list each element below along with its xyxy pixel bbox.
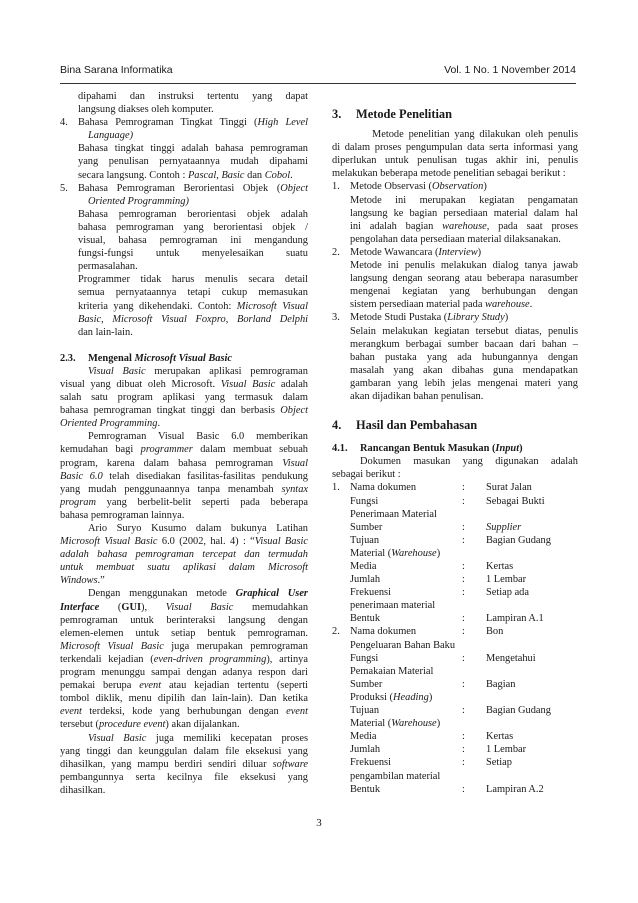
section-title: Hasil dan Pembahasan	[356, 418, 478, 433]
text-line: yang penulisan pernyataannya mudah dipahami	[78, 156, 308, 168]
text-line: fungsi-fungsi untuk menyelesaikan suatu	[78, 248, 308, 260]
list-item-5	[60, 182, 308, 339]
spec-row	[332, 625, 578, 638]
spec-row	[332, 652, 578, 665]
spec-key: Jumlah	[350, 574, 381, 586]
method-observation	[332, 180, 578, 245]
spec-cont: Pemakaian Material	[350, 665, 434, 677]
spec-row	[332, 612, 578, 625]
spec-cont: Material (Warehouse)	[350, 718, 441, 730]
spec-colon: :	[462, 757, 465, 769]
section-2-3-heading	[60, 352, 308, 365]
paragraph-3	[60, 522, 308, 587]
text-line: gambaran yang lebih jelas mengenai materi yang	[350, 377, 578, 389]
text-line: pemrograman untuk berinteraksi langsung dengan	[60, 614, 308, 626]
item-title: Metode Observasi (Observation)	[350, 181, 487, 193]
spec-key: Tujuan	[350, 705, 380, 717]
spec-colon: :	[462, 521, 465, 533]
spec-colon: :	[462, 744, 465, 756]
spec-key: Frekuensi	[350, 757, 391, 769]
document-2-spec	[332, 625, 578, 795]
text-line: diperlukan untuk penulisan tugas akhir ini, penulis	[332, 155, 578, 167]
spec-colon: :	[462, 678, 465, 690]
text-line: Microsoft Visual Basic 6.0 (2002, hal. 4) : “Visual Basic	[60, 536, 308, 548]
spec-key: Fungsi	[350, 495, 379, 507]
spec-value: Sebagai Bukti	[486, 495, 545, 507]
spec-cont: Produksi (Heading)	[350, 691, 433, 703]
section-number: 4.	[332, 418, 342, 433]
section-title: Metode Penelitian	[356, 107, 453, 121]
text-line: permasalahan.	[78, 261, 138, 273]
list-item-4	[60, 116, 308, 181]
text-line: adalah bahasa pemrograman tercepat dan termudah	[60, 549, 308, 561]
text-line: pengolahan data persediaan material dilaksanakan.	[350, 233, 561, 245]
text-line: bahasa pemrograman lainnya.	[60, 509, 185, 521]
text-line: Bahasa tingkat tinggi adalah bahasa pemrograman	[78, 143, 308, 155]
item-title: Metode Studi Pustaka (Library Study)	[350, 312, 509, 324]
text-line: elemen-elemen untuk setiap bentuk pemrograman.	[60, 627, 308, 639]
spec-value: Bon	[486, 626, 504, 638]
text-line: langsung diakses oleh komputer.	[78, 104, 214, 116]
text-line: Windows.”	[60, 575, 105, 587]
spec-value: Kertas	[486, 561, 514, 572]
text-line: akan dijadikan bahan penulisan.	[350, 390, 484, 402]
text-line: Visual Basic merupakan aplikasi pemrograman	[88, 365, 308, 377]
text-line: Metode ini merupakan kegiatan pengamatan	[350, 194, 578, 206]
text-line: Visual Basic juga memiliki kecepatan proses	[88, 732, 308, 744]
method-library-study	[332, 311, 578, 403]
spec-value: Setiap	[486, 757, 512, 769]
text-line: dihasilkan.	[60, 784, 106, 796]
journal-name: Bina Sarana Informatika	[60, 64, 173, 76]
spec-value: Setiap ada	[486, 587, 529, 599]
spec-row	[332, 678, 578, 691]
spec-value: 1 Lembar	[486, 744, 527, 756]
text-line: Dokumen masukan yang digunakan adalah	[360, 456, 578, 468]
spec-row	[332, 481, 578, 494]
spec-key: Frekuensi	[350, 587, 391, 599]
text-line: tombol diklik, menu dipilih dan lain-lain). Dan ketika	[60, 693, 308, 705]
text-line: mengenai kegiatan yang berhubungan dengan	[350, 286, 578, 298]
spec-cont: Penerimaan Material	[350, 508, 437, 520]
text-line: untuk membuat suatu aplikasi dalam Microsoft	[60, 562, 308, 574]
text-line: Interface (GUI), Visual Basic memudahkan	[60, 601, 309, 613]
spec-value: Bagian Gudang	[486, 705, 551, 717]
spec-colon: :	[462, 783, 465, 795]
spec-colon: :	[462, 587, 465, 599]
spec-key: Sumber	[350, 678, 383, 690]
text-line: dihasilkan, yang mampu berdiri sendiri diluar software	[60, 758, 308, 770]
spec-key: Media	[350, 561, 377, 572]
spec-key: Fungsi	[350, 652, 379, 664]
spec-value: Surat Jalan	[486, 482, 532, 494]
spec-colon: :	[462, 731, 465, 743]
text-line: Pemrograman Visual Basic 6.0 memberikan	[88, 431, 308, 443]
paragraph-4	[60, 587, 308, 731]
spec-value: Supplier	[486, 521, 522, 533]
text-line: Microsoft Visual Basic juga merupakan pemrograman	[60, 640, 308, 652]
section-title: Mengenal Microsoft Visual Basic	[88, 352, 233, 364]
item-number: 5.	[60, 182, 68, 194]
section-title: Rancangan Bentuk Masukan (Input)	[360, 443, 523, 455]
spec-row	[332, 534, 578, 547]
spec-colon: :	[462, 561, 465, 572]
spec-value: Mengetahui	[486, 652, 536, 664]
spec-value: Kertas	[486, 731, 514, 743]
spec-value: Lampiran A.2	[486, 783, 544, 795]
text-line: masalah yang akan dibahas guna mendapatkan	[350, 364, 578, 376]
text-line: ini adalah bagian warehouse, pada saat proses	[350, 220, 578, 232]
section-number: 4.1.	[332, 443, 348, 455]
spec-colon: :	[462, 482, 465, 494]
text-line: melakukan beberapa metode penelitian sebagai berikut :	[332, 168, 566, 180]
text-line: sebagai berikut :	[332, 469, 401, 481]
spec-colon: :	[462, 652, 465, 664]
spec-key: Tujuan	[350, 534, 380, 546]
spec-colon: :	[462, 495, 465, 507]
text-line: kriteria yang dikehendaki. Contoh: Microsoft Visual	[78, 300, 308, 312]
text-line: dan lain-lain.	[78, 326, 133, 338]
left-column	[60, 90, 308, 797]
section-4-1-heading	[332, 442, 578, 455]
spec-value: Lampiran A.1	[486, 613, 544, 625]
item-number: 1.	[332, 181, 340, 193]
paragraph-5	[60, 732, 308, 797]
spec-key: Media	[350, 731, 377, 743]
item-title-cont: Language)	[88, 130, 134, 142]
spec-row	[332, 730, 578, 743]
spec-value: Bagian Gudang	[486, 534, 551, 546]
paragraph-2	[60, 430, 308, 522]
text-line: kemudahan bagi programmer dalam membuat sebuah	[60, 444, 309, 456]
text-line: bahasa pemrograman yang berorientasi objek /	[78, 221, 308, 233]
item-number: 1.	[332, 482, 340, 494]
paragraph-1	[60, 365, 308, 430]
text-line: visual yang dibuat oleh Microsoft. Visual Basic adalah	[60, 378, 308, 390]
volume-info: Vol. 1 No. 1 November 2014	[444, 64, 576, 76]
right-column	[332, 90, 578, 796]
item-number: 4.	[60, 117, 68, 129]
item-number: 2.	[332, 246, 340, 258]
text-line: Dengan menggunakan metode Graphical User	[88, 588, 308, 600]
section-number: 2.3.	[60, 352, 76, 364]
text-line: secara langsung. Contoh : Pascal, Basic dan Cobol.	[78, 169, 293, 181]
spec-key: Bentuk	[350, 613, 381, 625]
running-header	[60, 64, 576, 80]
text-line: program menunggu sampai dengan adanya respon dari	[60, 667, 308, 679]
section-number: 3.	[332, 107, 342, 121]
text-line: salah satu program aplikasi yang termasuk dalam	[60, 392, 308, 404]
section-3-heading	[332, 108, 578, 121]
spec-key: Nama dokumen	[350, 626, 417, 638]
text-line: di dalam proses pengumpulan data serta informasi yang	[332, 142, 578, 154]
text-line: dipahami dan instruksi tertentu yang dapat	[78, 91, 308, 102]
spec-colon: :	[462, 705, 465, 717]
spec-key: Jumlah	[350, 744, 381, 756]
text-line: merangkum berbagai sumber bacaan dari bahan –	[350, 338, 578, 350]
spec-row	[332, 743, 578, 756]
text-line: bahasa pemrograman tingkat tinggi dan berbasis Object	[60, 405, 308, 417]
text-line: bahan pustaka yang ada hubungannya dengan	[350, 351, 578, 363]
text-line: pemakai berupa event atau kejadian tertentu (seperti	[60, 680, 308, 692]
spec-row	[332, 704, 578, 717]
text-line: semua pernyataannya tetapi cukup memasukan	[78, 287, 308, 299]
spec-value: Bagian	[486, 678, 516, 690]
item-title: Metode Wawancara (Interview)	[350, 246, 482, 258]
text-line: program yang berbelit-belit seperti pada beberapa	[60, 496, 308, 508]
text-line: terkendali kejadian (even-driven programming), artinya	[60, 653, 308, 665]
text-line: langsung dengan seorang atau beberapa narasumber	[350, 273, 578, 285]
spec-key: Sumber	[350, 521, 383, 533]
spec-cont: pengambilan material	[350, 770, 441, 782]
spec-row	[332, 560, 578, 573]
text-line: event terdeksi, kode yang berhubungan dengan event	[60, 706, 308, 718]
spec-row	[332, 783, 578, 796]
page-number: 3	[316, 817, 322, 829]
spec-row	[332, 586, 578, 599]
spec-cont: Pengeluaran Bahan Baku	[350, 639, 456, 651]
spec-colon: :	[462, 613, 465, 625]
header-rule	[60, 83, 576, 84]
spec-row	[332, 495, 578, 508]
item-number: 2.	[332, 626, 340, 638]
text-line: Basic 6.0 telah disediakan fasilitas-fasilitas pendukung	[60, 470, 309, 482]
spec-row	[332, 521, 578, 534]
spec-colon: :	[462, 574, 465, 586]
text-line: Oriented Programming.	[60, 418, 161, 430]
text-line: program, karena dalam bahasa pemrograman Visual	[60, 457, 308, 469]
spec-row	[332, 573, 578, 586]
spec-value: 1 Lembar	[486, 574, 527, 586]
text-line: Metode ini penulis melakukan dialog tanya jawab	[350, 260, 578, 272]
text-line: Basic, Microsoft Visual Foxpro, Borland Delphi	[78, 313, 309, 325]
item-title: Bahasa Pemrograman Tingkat Tinggi (High Level	[78, 117, 308, 129]
text-line: Bahasa pemrograman berorientasi objek adalah	[78, 208, 308, 220]
text-line: Metode penelitian yang dilakukan oleh penulis	[372, 129, 578, 141]
item-title: Bahasa Pemrograman Berorientasi Objek (Object	[78, 182, 308, 194]
text-line: tersebut (procedure event) akan dijalankan.	[60, 719, 240, 731]
spec-cont: penerimaan material	[350, 600, 436, 612]
text-line: visual, bahasa pemrograman ini mengandung	[78, 235, 308, 247]
text-line: yang tinggi dan keunggulan dalam file eksekusi yang	[60, 745, 308, 757]
text-line: Ario Suryo Kusumo dalam bukunya Latihan	[88, 523, 308, 534]
text-line: Selain melakukan kegiatan tersebut diatas, penulis	[350, 325, 578, 337]
text-line: pembangunnya serta kecilnya file eksekusi yang	[60, 771, 308, 783]
text-line: Programmer tidak harus menulis secara detail	[78, 274, 308, 286]
section-4-heading	[332, 419, 578, 432]
spec-row	[332, 756, 578, 769]
spec-cont: Material (Warehouse)	[350, 547, 441, 559]
method-interview	[332, 246, 578, 311]
text-line: sistem persediaan material pada warehouse.	[350, 299, 533, 311]
spec-key: Nama dokumen	[350, 482, 417, 494]
spec-colon: :	[462, 626, 465, 638]
item-number: 3.	[332, 312, 340, 324]
text-line: langsung ke bagian persediaan material dalam hal	[350, 207, 578, 219]
methods-intro	[332, 128, 578, 180]
text-line: yang mudah penggunaannya tanpa menambah syntax	[60, 483, 308, 495]
spec-colon: :	[462, 534, 465, 546]
continued-item	[60, 90, 308, 116]
item-title-cont: Oriented Programming)	[88, 195, 189, 207]
spec-key: Bentuk	[350, 783, 381, 795]
document-1-spec	[332, 481, 578, 625]
